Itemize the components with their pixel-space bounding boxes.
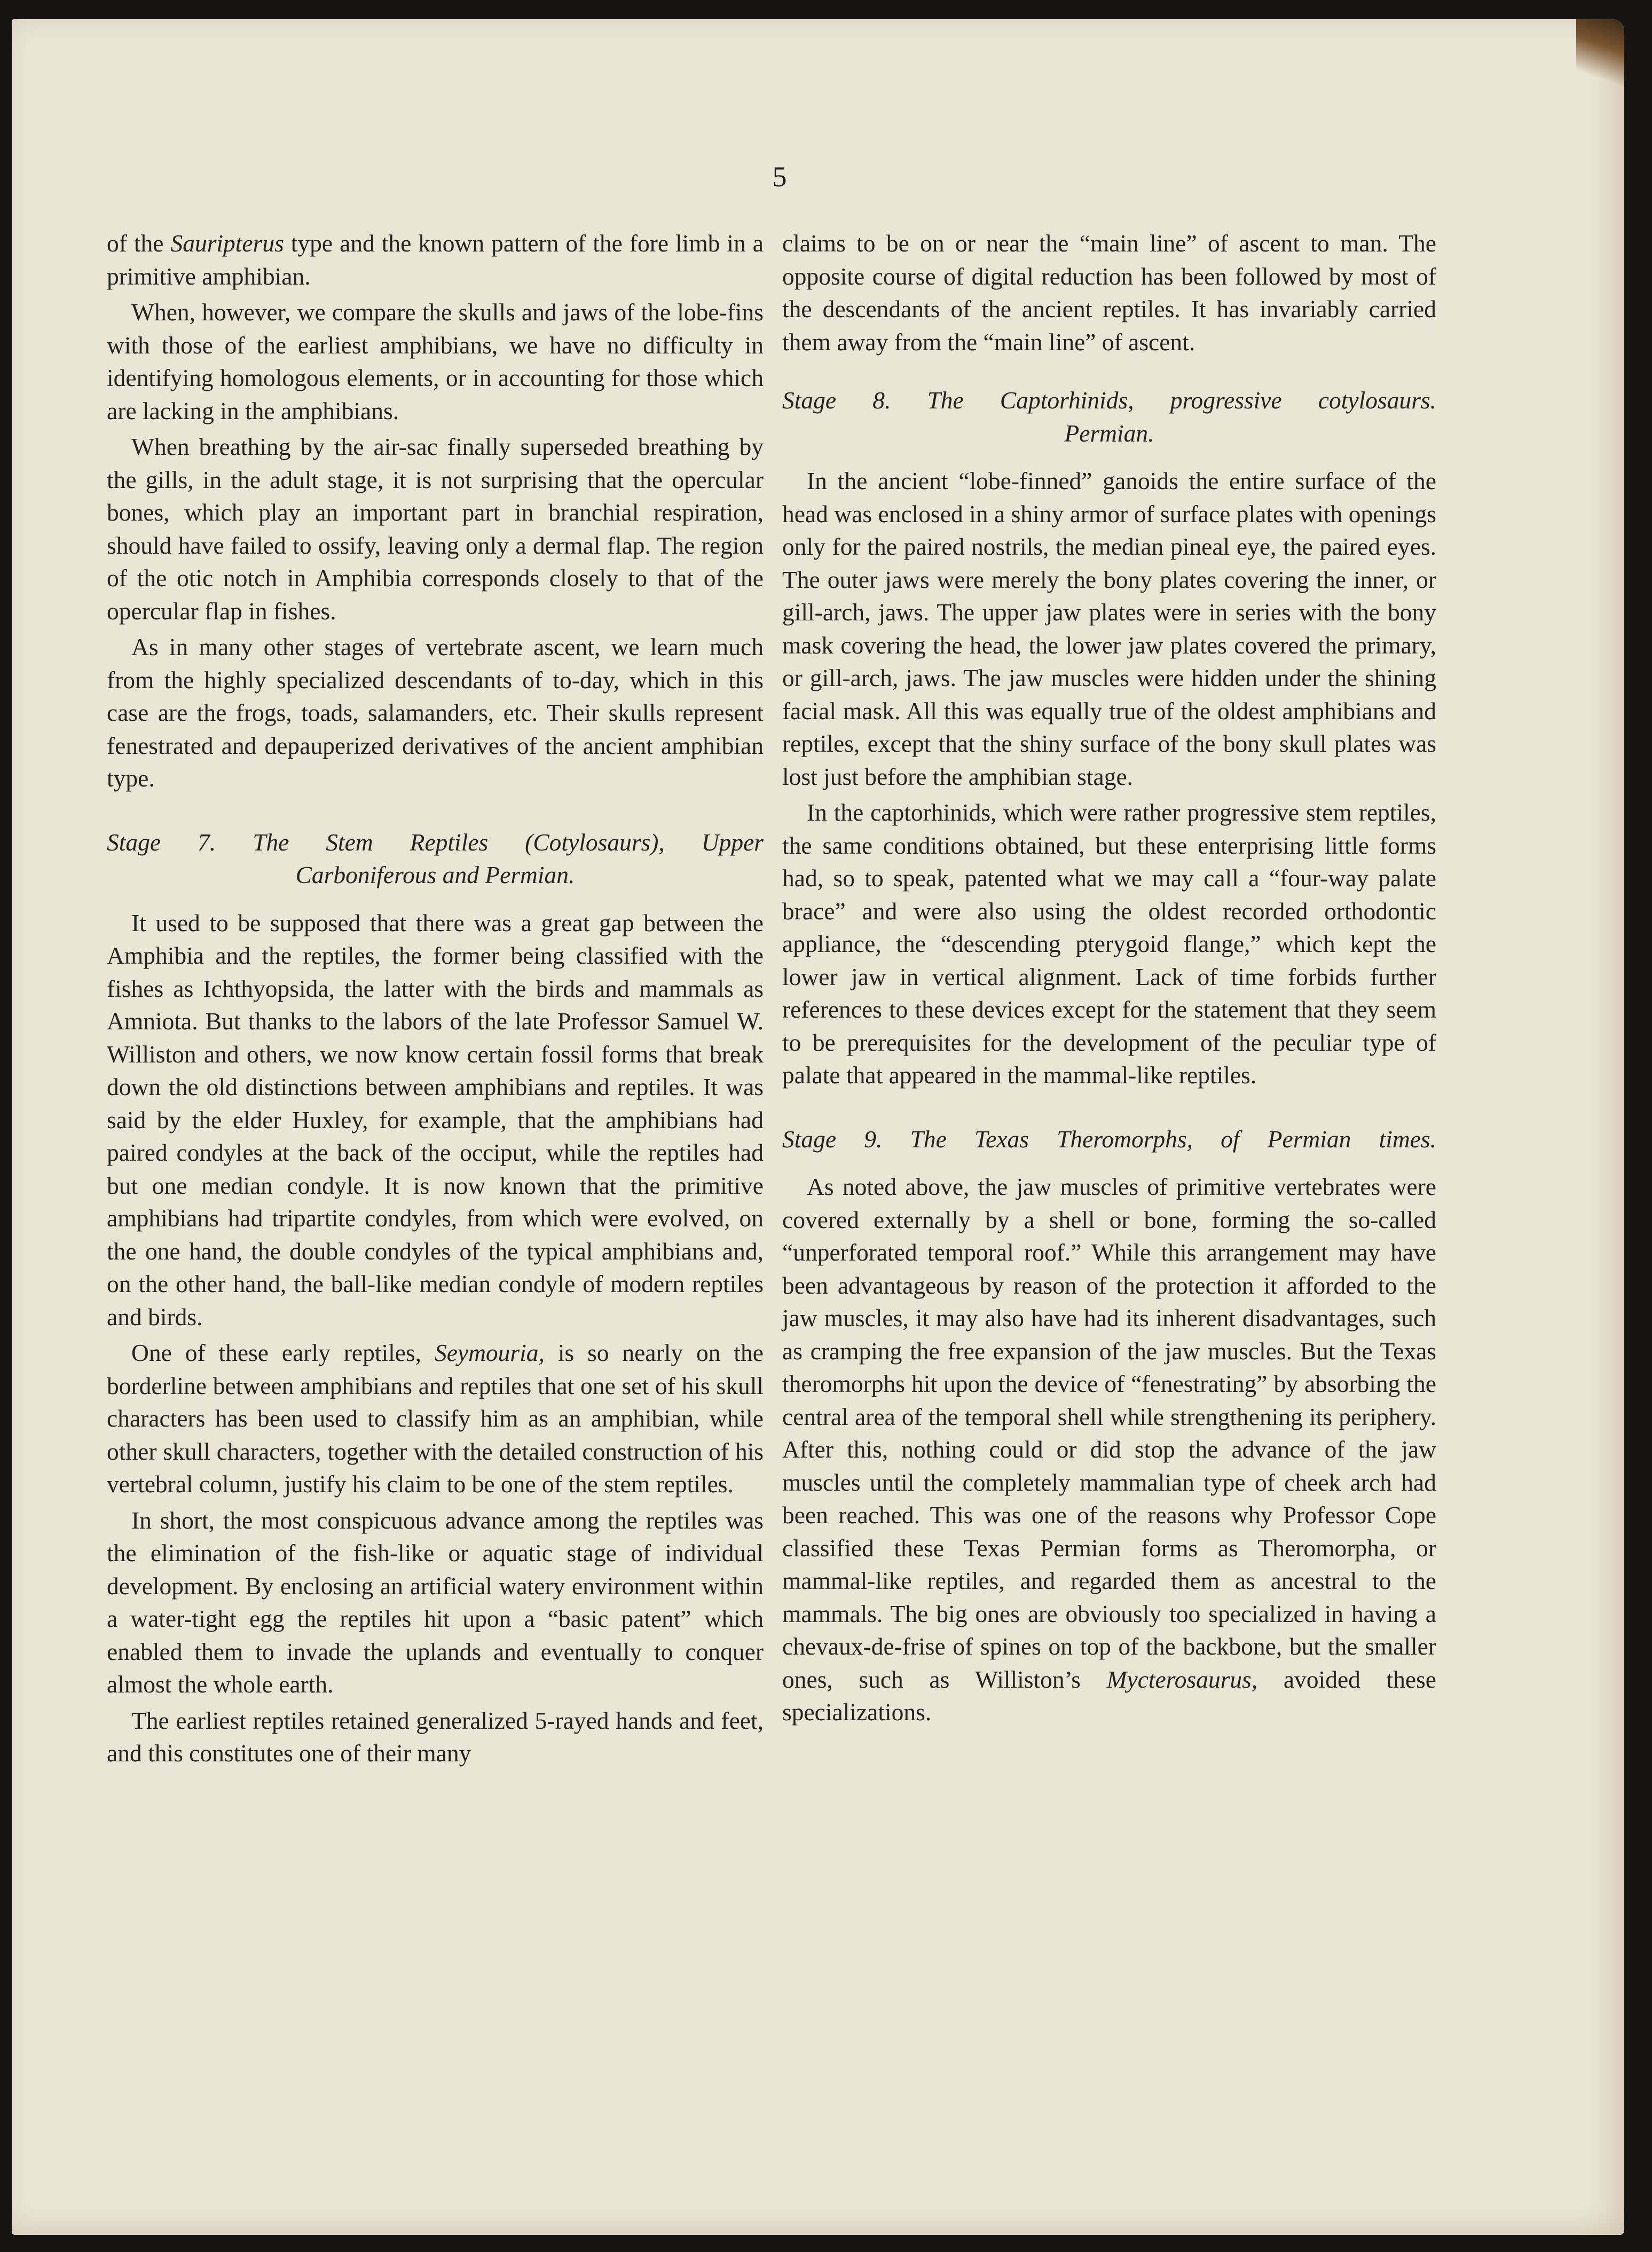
heading-line: Stage 7. The Stem Reptiles (Cotylosaurs), Upper (107, 828, 764, 856)
paragraph: In the ancient “lobe-finned” ganoids the entire surface of the head was enclosed in a shiny armor of surface plates with openings only for the paired nostrils, the median pineal eye, the paired eyes. The outer jaws were merely the bony plates covering the inner, or gill-arch, jaws. The upper jaw plates were in series with the bony mask covering the head, the lower jaw plates covered the primary, or gill-arch, jaws. The jaw muscles were hidden under the shining facial mask. All this was equally true of the oldest amphibians and reptiles, except that the shiny surface of the bony skull plates was lost just before the amphibian stage. (782, 467, 1436, 790)
section-heading-stage-7 (107, 826, 764, 892)
paragraph: When, however, we compare the skulls and jaws of the lobe-fins with those of the earliest amphibians, we have no difficulty in identifying homologous elements, or in accounting for those which are lacking in the amphibians. (107, 298, 764, 424)
text-run: avoided these specializations. (782, 1665, 1436, 1726)
paragraph: In short, the most conspicuous advance among the reptiles was the elimination of the fish-like or aquatic stage of individual development. By enclosing an artificial watery environment within a water-tight egg the reptiles hit upon a “basic patent” which enabled them to invade the uplands and eventually to conquer almost the whole earth. (107, 1506, 764, 1698)
italic-term: Seymouria, (434, 1339, 545, 1366)
paragraph: The earliest reptiles retained generalized 5-rayed hands and feet, and this constitutes one of their many (107, 1706, 764, 1767)
paragraph: It used to be supposed that there was a great gap between the Amphibia and the reptiles, the former being classified with the fishes as Ichthyopsida, the latter with the birds and mammals as Amniota. But thanks to the labors of the late Professor Samuel W. Williston and others, we now know certain fossil forms that break down the old distinctions between amphibians and reptiles. It was said by the elder Huxley, for example, that the amphibians had paired condyles at the back of the occiput, while the reptiles had but one median condyle. It is now known that the primitive amphibians had tripartite condyles, from which were evolved, on the one hand, the double condyles of the typical amphibians and, on the other hand, the ball-like median condyle of modern reptiles and birds. (107, 909, 764, 1330)
right-column (782, 227, 1436, 1732)
page-number: 5 (772, 161, 787, 193)
paragraph: claims to be on or near the “main line” of ascent to man. The opposite course of digital reduction has been followed by most of the descendants of the ancient reptiles. It has invariably carried them away from the “main line” of ascent. (782, 230, 1436, 356)
text-run: of the (107, 230, 171, 257)
text-run: type and the known pattern of the fore limb in a primitive amphibian. (107, 230, 764, 290)
page-corner-wear (1576, 19, 1624, 99)
italic-term: Sauripterus (170, 230, 284, 257)
section-heading-stage-9: Stage 9. The Texas Theromorphs, of Permian times. (782, 1125, 1436, 1153)
text-run: One of these early reptiles, (131, 1339, 435, 1366)
paragraph (782, 1170, 1436, 1729)
section-heading-stage-8 (782, 384, 1436, 450)
paragraph: In the captorhinids, which were rather progressive stem reptiles, the same conditions obtained, but these enterprising little forms had, so to speak, patented what we may call a “four-way palate brace” and were also using the oldest recorded orthodontic appliance, the “descending pterygoid flange,” which kept the lower jaw in vertical alignment. Lack of time forbids further references to these devices except for the statement that they seem to be prerequisites for the development of the peculiar type of palate that appeared in the mammal-like reptiles. (782, 799, 1436, 1089)
heading-line: Stage 8. The Captorhinids, progressive cotylosaurs. (782, 387, 1436, 414)
heading-line: Permian. (1064, 419, 1154, 447)
paragraph (107, 1336, 764, 1501)
text-run: is so nearly on the borderline between amphibians and reptiles that one set of his skull characters has been used to classify him as an amphibian, while other skull characters, together with the detailed construction of his vertebral column, justify his claim to be one of the stem reptiles. (107, 1339, 764, 1498)
paragraph: When breathing by the air-sac finally superseded breathing by the gills, in the adult stage, it is not surprising that the opercular bones, which play an important part in branchial respiration, should have failed to ossify, leaving only a dermal flap. The region of the otic notch in Amphibia corresponds closely to that of the opercular flap in fishes. (107, 433, 764, 625)
text-run: As noted above, the jaw muscles of primitive vertebrates were covered externally by a shell or bone, forming the so-called “unperforated temporal roof.” While this arrangement may have been advantageous by reason of the protection it afforded to the jaw muscles, it may also have had its inherent disadvantages, such as cramping the free expansion of the jaw muscles. But the Texas theromorphs hit upon the device of “fenestrating” by absorbing the central area of the temporal shell while strengthening its periphery. After this, nothing could or did stop the advance of the jaw muscles until the completely mammalian type of cheek arch had been reached. This was one of the reasons why Professor Cope classified these Texas Permian forms as Theromorpha, or mammal-like reptiles, and regarded them as ancestral to the mammals. The big ones are obviously too specialized in having a chevaux-de-frise of spines on top of the backbone, but the smaller ones, such as Williston’s (782, 1173, 1436, 1693)
paragraph (107, 227, 764, 293)
heading-line: Carboniferous and Permian. (295, 861, 575, 888)
left-column (107, 227, 764, 1773)
italic-term: Mycterosaurus, (1106, 1665, 1258, 1693)
paragraph: As in many other stages of vertebrate ascent, we learn much from the highly specialized descendants of to-day, which in this case are the frogs, toads, salamanders, etc. Their skulls represent fenestrated and depauperized derivatives of the ancient amphibian type. (107, 633, 764, 792)
